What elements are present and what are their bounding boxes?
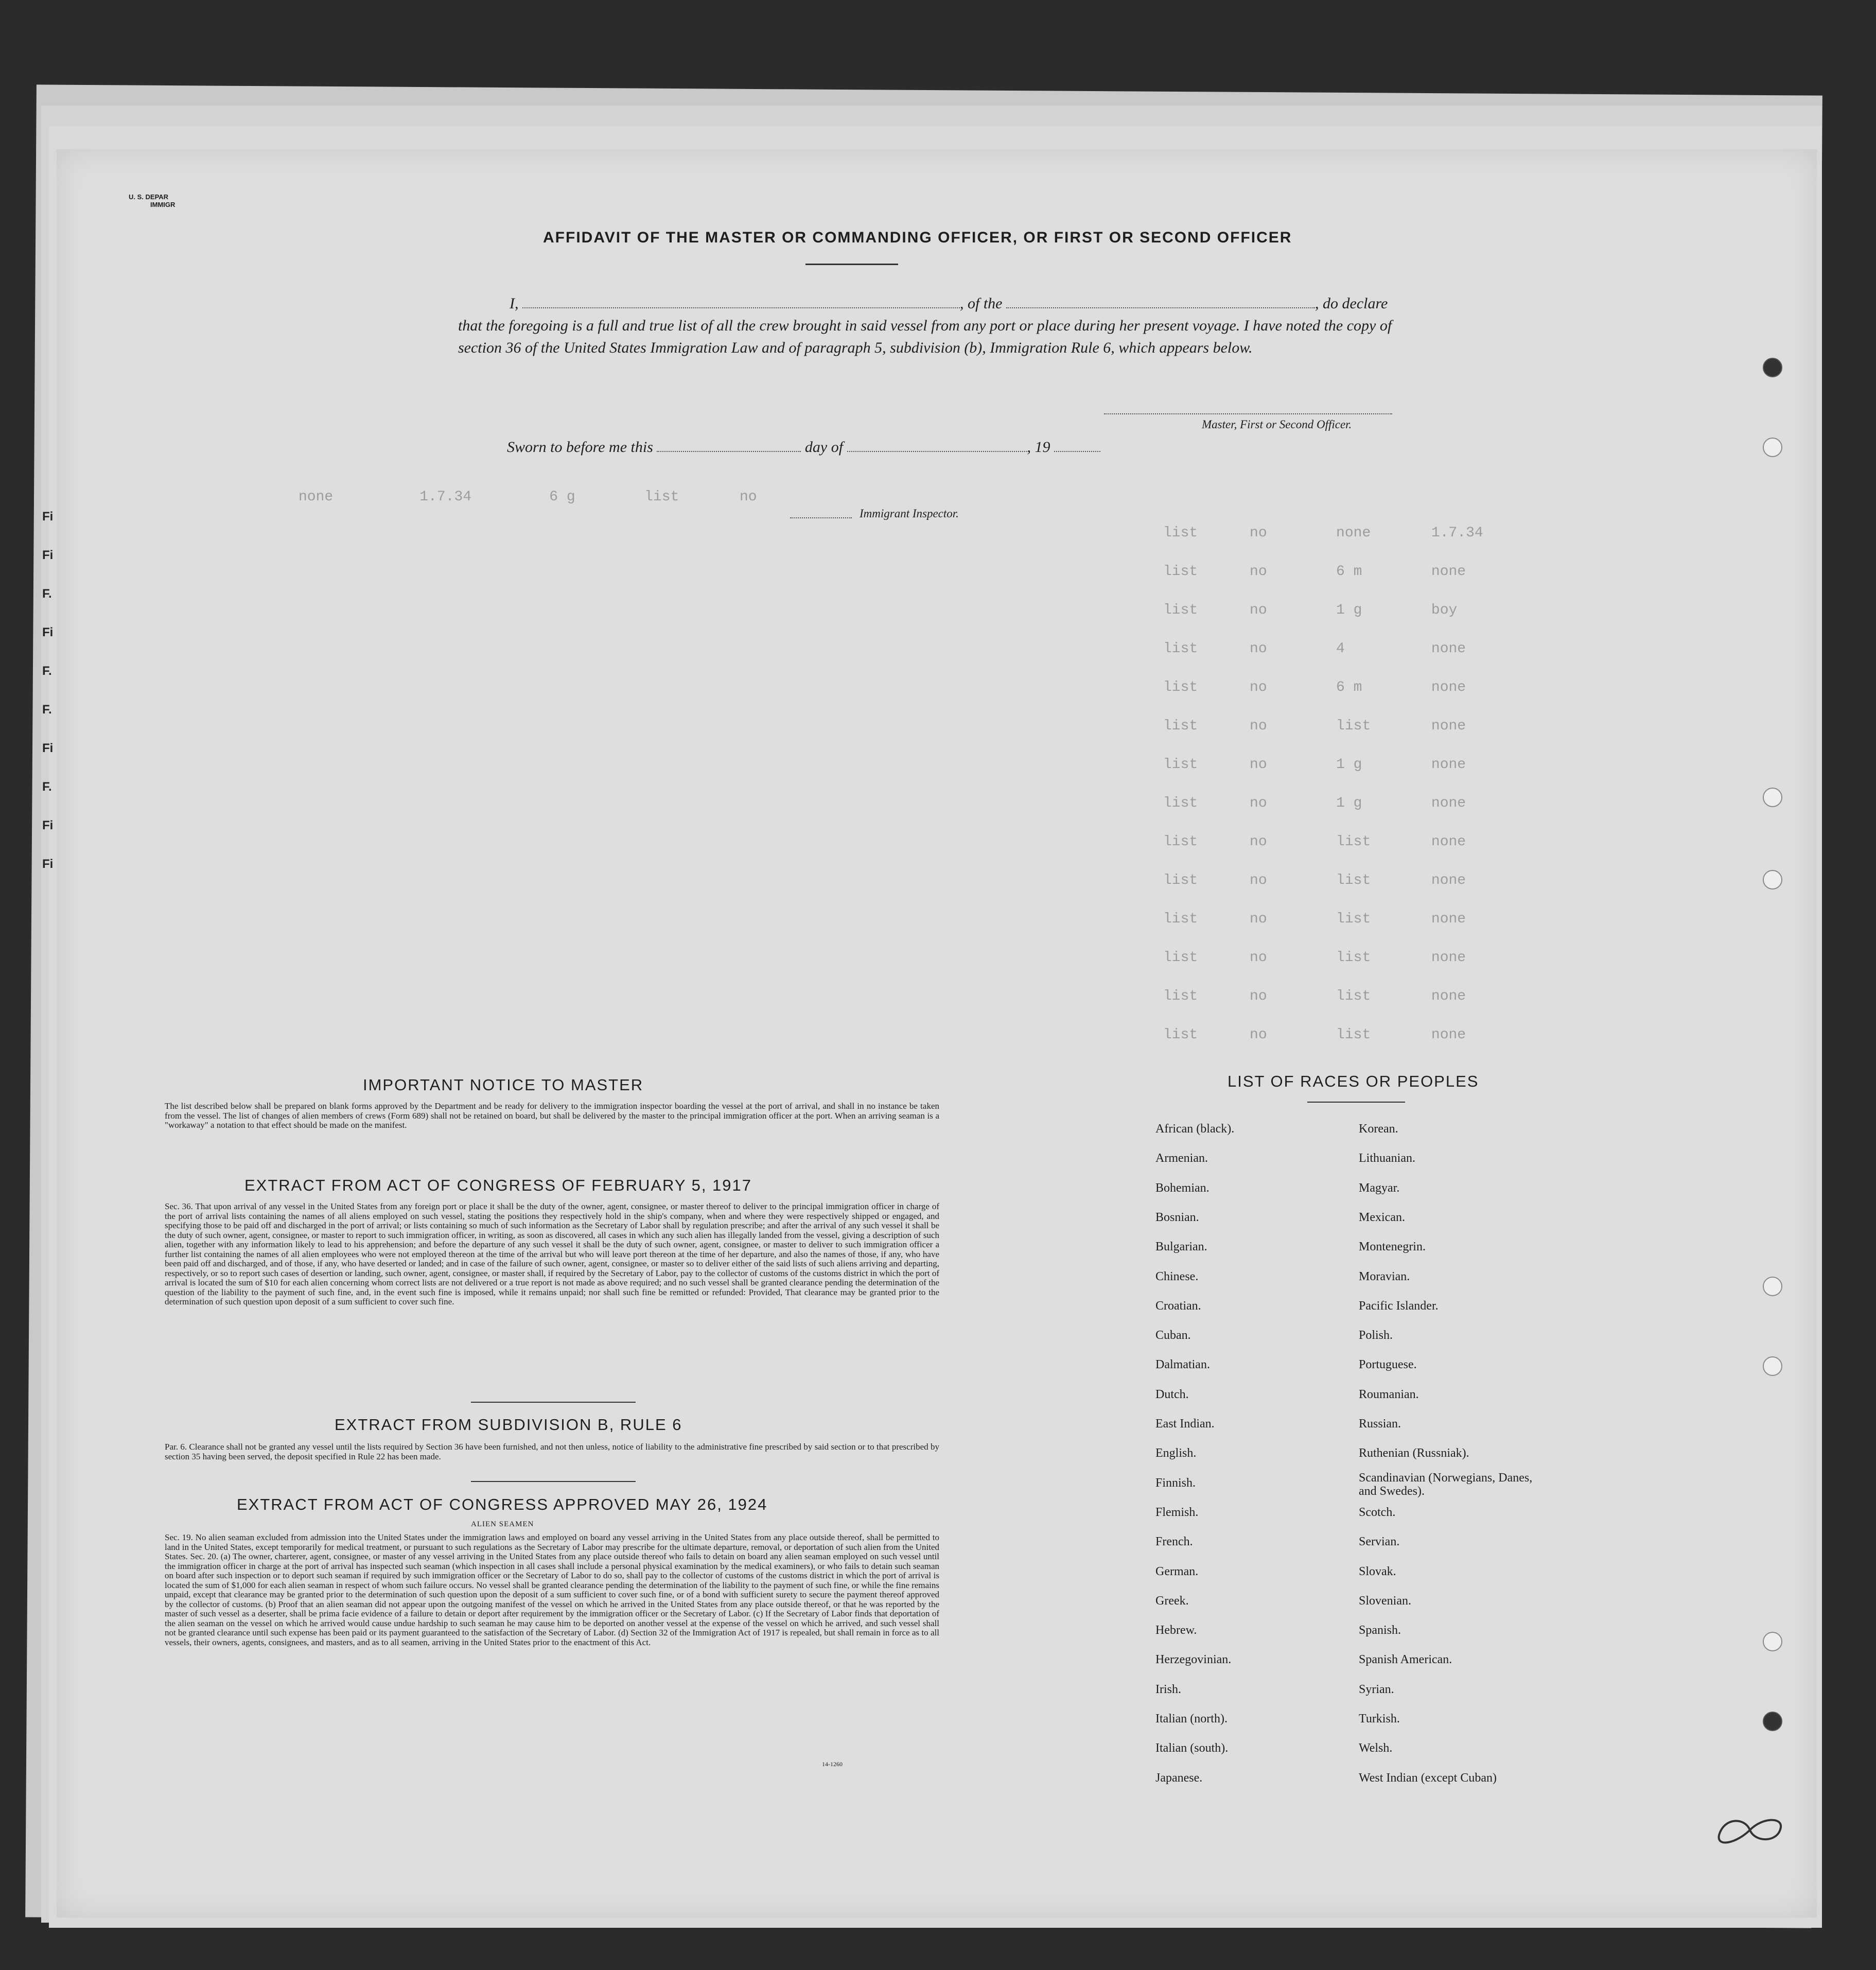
race-item: Finnish.: [1155, 1476, 1196, 1490]
race-item: Dutch.: [1155, 1387, 1189, 1401]
edge-mark: Fi: [42, 857, 54, 871]
race-item: West Indian (except Cuban): [1359, 1771, 1497, 1785]
sworn-line: [507, 439, 1100, 456]
stamp-line: IMMIGR: [150, 201, 176, 208]
year-label: , 19: [1027, 439, 1050, 456]
race-item: Armenian.: [1155, 1152, 1208, 1165]
divider: [805, 264, 898, 265]
edge-mark: Fi: [42, 548, 54, 562]
edge-mark: Fi: [42, 741, 54, 755]
of-the-label: , of the: [960, 295, 1003, 312]
race-item: Portuguese.: [1359, 1358, 1417, 1372]
department-stamp: [129, 193, 175, 208]
race-item: Cuban.: [1155, 1329, 1191, 1343]
edge-mark: Fi: [42, 510, 54, 524]
race-item: Servian.: [1359, 1535, 1400, 1549]
show-through-row: list no 1 g none: [1163, 757, 1466, 773]
show-through-row: list no list none: [1163, 1027, 1466, 1043]
race-item: Slovak.: [1359, 1564, 1396, 1578]
show-through-row: list no 4 none: [1163, 641, 1466, 657]
race-item: Mexican.: [1359, 1210, 1405, 1224]
race-item: English.: [1155, 1446, 1197, 1460]
show-through-row: none 1.7.34 6 g list no: [299, 489, 757, 505]
declaration-text: that the foregoing is a full and true list of all the crew brought in said vessel from any port or place during her present voyage. I have noted the copy of section 36 of the United States Immigration Law and of paragraph 5, subdivision (b), Immigration Rule 6, which appears below.: [458, 317, 1392, 356]
pencil-loop-mark: [1714, 1812, 1786, 1848]
race-item: Bulgarian.: [1155, 1240, 1207, 1254]
do-declare-label: , do declare: [1315, 295, 1388, 312]
show-through-row: list no none 1.7.34: [1163, 525, 1483, 541]
race-item: French.: [1155, 1535, 1193, 1549]
master-caption: Master, First or Second Officer.: [1202, 418, 1352, 431]
sworn-label: Sworn to before me this: [507, 439, 653, 456]
race-item: Russian.: [1359, 1417, 1401, 1431]
edge-mark: Fi: [42, 625, 54, 639]
race-item: Chinese.: [1155, 1269, 1199, 1283]
affidavit-title: AFFIDAVIT OF THE MASTER OR COMMANDING OFFICER, OR FIRST OR SECOND OFFICER: [543, 229, 1292, 246]
show-through-row: list no list none: [1163, 911, 1466, 927]
declaration: [458, 292, 1436, 359]
race-item: Scotch.: [1359, 1505, 1396, 1519]
race-item: Spanish.: [1359, 1624, 1401, 1637]
race-item: Bohemian.: [1155, 1181, 1209, 1195]
divider: [471, 1402, 636, 1403]
race-item: Greek.: [1155, 1594, 1189, 1608]
race-item: Turkish.: [1359, 1712, 1400, 1725]
show-through-row: list no list none: [1163, 873, 1466, 888]
month-blank[interactable]: [847, 450, 1027, 452]
race-item: Magyar.: [1359, 1181, 1400, 1195]
form-number: 14-1260: [822, 1760, 843, 1768]
race-item: Italian (north).: [1155, 1712, 1228, 1725]
day-blank[interactable]: [657, 450, 801, 452]
race-item: Japanese.: [1155, 1771, 1203, 1785]
race-item: Irish.: [1155, 1682, 1181, 1696]
race-item: Welsh.: [1359, 1741, 1393, 1755]
race-item: Slovenian.: [1359, 1594, 1411, 1608]
show-through-row: list no list none: [1163, 950, 1466, 966]
inspector-caption: Immigrant Inspector.: [860, 507, 959, 520]
edge-mark: F.: [42, 703, 52, 717]
race-item: Flemish.: [1155, 1505, 1199, 1519]
binder-hole: [1763, 1632, 1782, 1651]
show-through-row: list no 1 g boy: [1163, 602, 1458, 618]
name-blank[interactable]: [522, 307, 960, 308]
race-item: Polish.: [1359, 1329, 1393, 1343]
stamp-line: U. S. DEPAR: [129, 193, 169, 201]
race-item: Hebrew.: [1155, 1624, 1197, 1637]
race-item: Korean.: [1359, 1122, 1398, 1136]
binder-hole: [1763, 870, 1782, 890]
race-item: Pacific Islander.: [1359, 1299, 1439, 1313]
race-item: East Indian.: [1155, 1417, 1215, 1431]
edge-mark: F.: [42, 780, 52, 794]
race-item: Lithuanian.: [1359, 1152, 1415, 1165]
year-blank[interactable]: [1054, 450, 1100, 452]
race-item: Dalmatian.: [1155, 1358, 1210, 1372]
show-through-row: list no list none: [1163, 834, 1466, 850]
extract-1924-body: Sec. 19. No alien seaman excluded from admission into the United States under the immigration laws and employed on board any vessel arriving in the United States from any place outside thereof, shall be permitted to land in the United States, except temporarily for medical treatment, or pursuant to such regulations as the Secretary of Labor may prescribe for the ultimate departure, removal, or deportation of such alien from the United States. Sec. 20. (a) The owner, charterer, agent, consignee, or master of any vessel arriving in the United States from any place outside thereof who fails to detain on board any alien seaman employed on such vessel until the immigration officer in charge at the port of arrival has inspected such seaman (which inspection in all cases shall include a personal physical examination by the medical examiners), or who fails to detain such seaman on board after such inspection or to deport such seaman if required by such immigration officer or the Secretary of Labor to do so, shall pay to the collector of customs of the customs district in which the port of arrival is located the sum of $1,000 for each alien seaman in respect of whom such failure occurs. No vessel shall be granted clearance pending the determination of the liability to the payment of such fine, or while the fine remains unpaid, except that clearance may be granted prior to the determination of such question upon the deposit of a sum sufficient to cover such fine, or of a bond with sufficient surety to secure the payment thereof approved by the collector of customs. (b) Proof that an alien seaman did not appear upon the outgoing manifest of the vessel on which he arrived in the United States from any place outside thereof, or that he was reported by the master of such vessel as a deserter, shall be prima facie evidence of a failure to detain or deport after requirement by the immigration officer or the Secretary of Labor. (c) If the Secretary of Labor finds that deportation of the alien seaman on the vessel on which he arrived would cause undue hardship to such seaman he may cause him to be deported on another vessel at the expense of the vessel on which he arrived, and such vessel shall not be granted clearance until such expense has been paid or its payment guaranteed to the satisfaction of the Secretary of Labor. (d) Section 32 of the Immigration Act of 1917 is repealed, but shall remain in force as to all vessels, their owners, agents, consignees, and masters, and as to all seamen, arriving in the United States prior to the enactment of this Act.: [165, 1532, 939, 1647]
edge-mark: Fi: [42, 818, 54, 832]
race-item: Spanish American.: [1359, 1653, 1452, 1667]
race-item: German.: [1155, 1564, 1199, 1578]
show-through-row: list no list none: [1163, 988, 1466, 1004]
races-title: LIST OF RACES OR PEOPLES: [1228, 1072, 1479, 1090]
notice-body: The list described below shall be prepared on blank forms approved by the Department and be ready for delivery to the immigration inspector boarding the vessel at the port of arrival, and shall in no instance be taken from the vessel. The list of changes of alien members of crews (Form 689) shall not be retained on board, but shall be delivered by the master to the principal immigration officer at the port. When an arriving seaman is a "workaway" a notation to that effect should be made on the manifest.: [165, 1101, 939, 1130]
show-through-row: list no list none: [1163, 718, 1466, 734]
show-through-row: list no 1 g none: [1163, 795, 1466, 811]
extract-rule6-title: EXTRACT FROM SUBDIVISION B, RULE 6: [335, 1416, 682, 1434]
edge-mark: F.: [42, 587, 52, 601]
extract-1924-title: EXTRACT FROM ACT OF CONGRESS APPROVED MAY 26, 1924: [237, 1495, 768, 1513]
edge-mark: F.: [42, 664, 52, 678]
extract-1917-title: EXTRACT FROM ACT OF CONGRESS OF FEBRUARY 5, 1917: [244, 1176, 752, 1194]
race-item: Italian (south).: [1155, 1741, 1229, 1755]
race-item: Scandinavian (Norwegians, Danes, and Swedes).: [1359, 1471, 1533, 1498]
binder-hole: [1763, 1356, 1782, 1376]
day-of-label: day of: [804, 439, 844, 456]
binder-hole: [1763, 1712, 1782, 1731]
race-item: Montenegrin.: [1359, 1240, 1426, 1254]
divider: [1307, 1102, 1405, 1103]
race-item: Croatian.: [1155, 1299, 1201, 1313]
race-item: African (black).: [1155, 1122, 1235, 1136]
master-signature-line[interactable]: [1104, 413, 1392, 414]
race-item: Herzegovinian.: [1155, 1653, 1232, 1667]
binder-hole: [1763, 788, 1782, 807]
notice-title: IMPORTANT NOTICE TO MASTER: [363, 1076, 644, 1094]
binder-hole: [1763, 358, 1782, 377]
race-item: Bosnian.: [1155, 1210, 1199, 1224]
document-page: [42, 149, 1817, 1917]
inspector-signature-line[interactable]: [790, 517, 852, 518]
extract-rule6-body: Par. 6. Clearance shall not be granted any vessel until the lists required by Section 36 have been furnished, and not then unless, notice of liability to the administrative fine prescribed by said section or to that prescribed by section 35 having been served, the deposit specified in Rule 22 has been made.: [165, 1442, 939, 1461]
show-through-row: list no 6 m none: [1163, 679, 1466, 695]
divider: [471, 1481, 636, 1482]
race-item: Ruthenian (Russniak).: [1359, 1446, 1469, 1460]
extract-1917-body: Sec. 36. That upon arrival of any vessel in the United States from any foreign port or place it shall be the duty of the owner, agent, consignee, or master thereof to deliver to the principal immigration officer in charge of the port of arrival lists containing the names of all aliens employed on such vessel, stating the positions they respectively hold in the ship's company, when and where they were respectively shipped or engaged, and specifying those to be paid off and discharged in the port of arrival; or lists containing so much of such information as the Secretary of Labor shall by regulation prescribe; and after the arrival of any such vessel it shall be the duty of such owner, agent, consignee, or master to report to such immigration officer, in writing, as soon as discovered, all cases in which any such alien has illegally landed from the vessel, giving a description of such alien, together with any information likely to lead to his apprehension; and before the departure of any such vessel it shall be the duty of such owner, agent, consignee, or master to deliver to such immigration officer a further list containing the names of all alien employees who were not employed thereon at the time of the arrival but who will leave port thereon at the time of her departure, and also the names of those, if any, who have been paid off and discharged, and of those, if any, who have deserted or landed; and in case of the failure of such owner, agent, consignee, or master so to deliver either of the said lists of such aliens arriving and departing, respectively, or so to report such cases of desertion or landing, such owner, agent, consignee, or master shall, if required by the Secretary of Labor, pay to the collector of customs of the customs district in which the port of arrival is located the sum of $10 for each alien concerning whom correct lists are not delivered or a true report is not made as above required; and no such vessel shall be granted clearance pending the determination of the question of the liability to the payment of such fine, and, in the event such fine is imposed, while it remains unpaid; nor shall such fine be remitted or refunded: Provided, That clearance may be granted prior to the determination of such question upon deposit of a sum sufficient to cover such fine.: [165, 1201, 939, 1306]
i-label: I,: [510, 295, 519, 312]
show-through-row: list no 6 m none: [1163, 564, 1466, 580]
race-item: Roumanian.: [1359, 1387, 1419, 1401]
vessel-blank[interactable]: [1006, 307, 1315, 308]
binder-hole: [1763, 438, 1782, 457]
race-item: Moravian.: [1359, 1269, 1410, 1283]
binder-hole: [1763, 1277, 1782, 1296]
extract-1924-subtitle: ALIEN SEAMEN: [471, 1520, 534, 1528]
race-item: Syrian.: [1359, 1682, 1394, 1696]
